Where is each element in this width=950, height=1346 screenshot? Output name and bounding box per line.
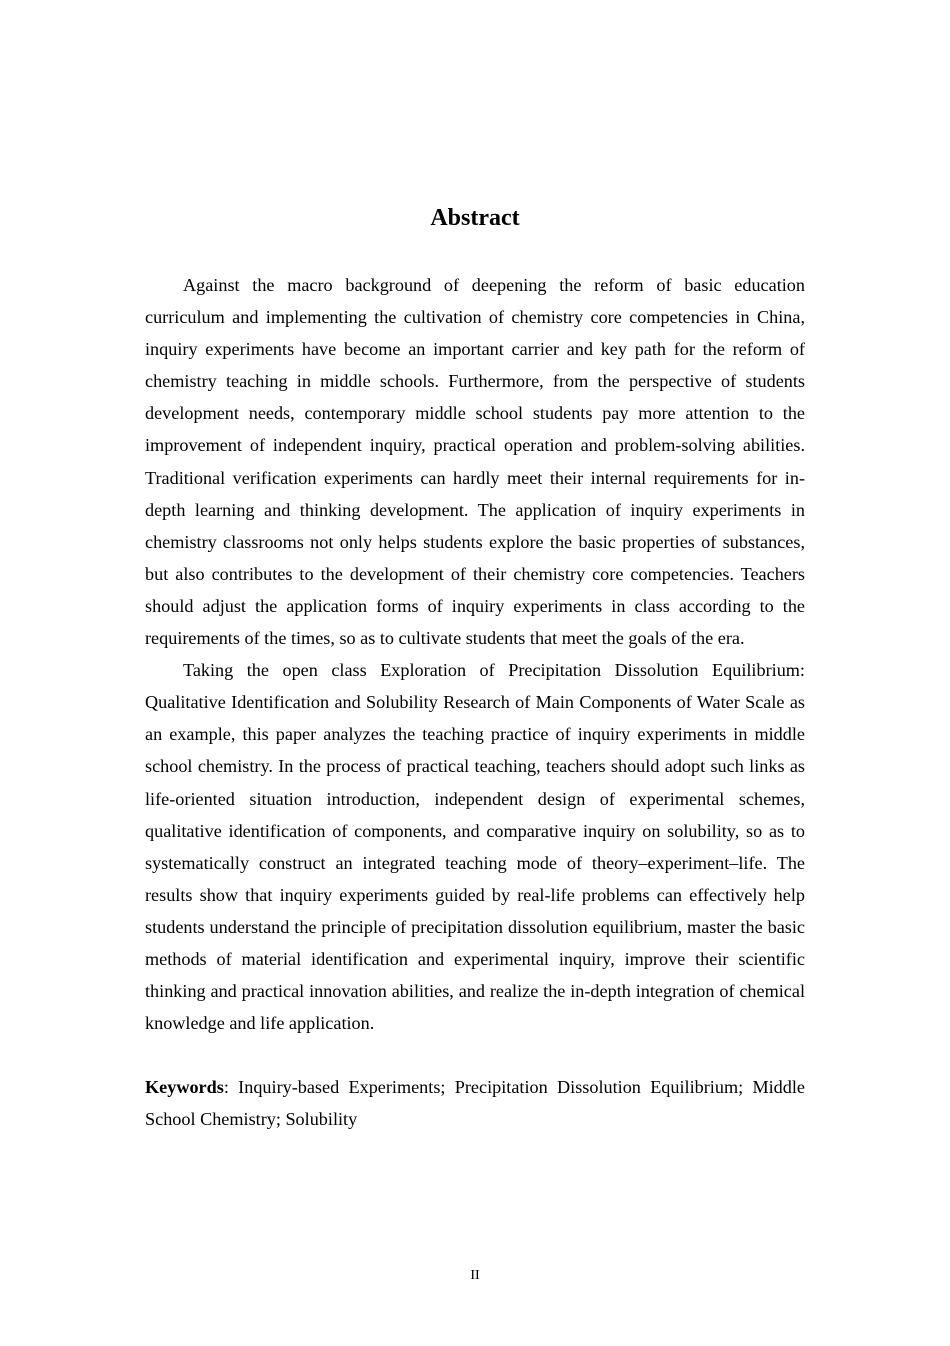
- keywords-separator: :: [223, 1077, 239, 1097]
- keywords-value: Inquiry-based Experiments; Precipitation Dissolution Equilibrium; Middle School Chemistry; Solubility: [145, 1077, 805, 1130]
- abstract-body: [145, 269, 805, 1039]
- abstract-paragraph-2: Taking the open class Exploration of Precipitation Dissolution Equilibrium: Qualitative Identification and Solubility Research of Main Components of Water Scale as an example, this paper analyzes the teaching practice of inquiry experiments in middle school chemistry. In the process of practical teaching, teachers should adopt such links as life-oriented situation introduction, independent design of experimental schemes, qualitative identification of components, and comparative inquiry on solubility, so as to systematically construct an integrated teaching mode of theory–experiment–life. The results show that inquiry experiments guided by real-life problems can effectively help students understand the principle of precipitation dissolution equilibrium, master the basic methods of material identification and experimental inquiry, improve their scientific thinking and practical innovation abilities, and realize the in-depth integration of chemical knowledge and life application.: [145, 660, 805, 1034]
- keywords-line: [145, 1071, 805, 1135]
- abstract-paragraph-1: Against the macro background of deepening the reform of basic education curriculum and implementing the cultivation of chemistry core competencies in China, inquiry experiments have become an important carrier and key path for the reform of chemistry teaching in middle schools. Furthermore, from the perspective of students development needs, contemporary middle school students pay more attention to the improvement of independent inquiry, practical operation and problem-solving abilities. Traditional verification experiments can hardly meet their internal requirements for in-depth learning and thinking development. The application of inquiry experiments in chemistry classrooms not only helps students explore the basic properties of substances, but also contributes to the development of their chemistry core competencies. Teachers should adjust the application forms of inquiry experiments in class according to the requirements of the times, so as to cultivate students that meet the goals of the era.: [145, 275, 805, 649]
- abstract-title: Abstract: [430, 205, 520, 231]
- page-number: II: [470, 1268, 480, 1283]
- keywords-label: Keywords: [145, 1077, 224, 1097]
